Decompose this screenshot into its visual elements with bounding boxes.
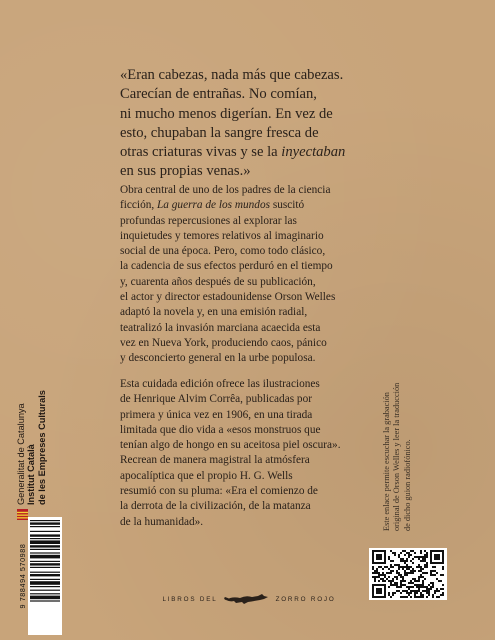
paragraph-line: y, cuarenta años después de su publicación, xyxy=(120,275,316,288)
paragraph-line: teatralizó la invasión marciana acaecida esta xyxy=(120,321,321,334)
paragraph-text: suscitó xyxy=(270,199,305,212)
paragraph-line: de la humanidad». xyxy=(120,515,204,528)
quote-line: en sus propias venas.» xyxy=(120,163,251,180)
qr-code[interactable] xyxy=(369,548,447,600)
caption-line: Este enlace permite escuchar la grabación xyxy=(382,392,391,531)
paragraph-line: resumió con su pluma: «Era el comienzo de xyxy=(120,485,318,498)
publisher-logo xyxy=(144,590,354,608)
paragraph-line: y desconcierto general en la urbe populosa. xyxy=(120,352,316,365)
quote-line: Carecían de entrañas. No comían, xyxy=(120,86,317,103)
quote-italic-word: inyectaban xyxy=(281,144,346,161)
paragraph-line: la derrota de la civilización, de la matanza xyxy=(120,500,311,513)
paragraph-line: profundas repercusiones al explorar las xyxy=(120,214,297,227)
quote-line: «Eran cabezas, nada más que cabezas. xyxy=(120,67,344,83)
synopsis-paragraph xyxy=(120,183,378,367)
barcode-bars xyxy=(30,520,60,632)
paragraph-text: ficción, xyxy=(120,199,158,212)
paragraph-line: apocalíptica que el propio H. G. Wells xyxy=(120,469,293,482)
paragraph-line: de Henrique Alvim Corrêa, publicadas por xyxy=(120,393,312,406)
isbn-number: 9 788494 570988 xyxy=(18,543,27,609)
paragraph-line: Obra central de uno de los padres de la ciencia xyxy=(120,184,331,196)
paragraph-line: tenían algo de hongo en su aceitosa piel oscura». xyxy=(120,439,341,452)
caption-line: de dicho guion radiofónico. xyxy=(402,439,412,531)
gencat-credit xyxy=(16,370,58,520)
isbn-barcode xyxy=(28,517,62,635)
fox-icon xyxy=(224,593,270,605)
publisher-name-left: LIBROS DEL xyxy=(162,595,218,603)
quote-text: otras criaturas vivas y se la xyxy=(120,144,282,161)
book-title: La guerra de los mundos xyxy=(157,199,270,212)
epigraph-quote xyxy=(120,66,380,182)
gencat-line: Institut Català xyxy=(26,444,37,505)
gencat-line: de les Empreses Culturals xyxy=(36,390,47,505)
paragraph-line: Recrean de manera magistral la atmósfera xyxy=(120,454,310,467)
paragraph-line xyxy=(120,198,378,213)
paragraph-line: el actor y director estadounidense Orson Welles xyxy=(120,291,336,304)
qr-caption xyxy=(382,371,452,531)
quote-line xyxy=(120,143,380,162)
quote-line: esto, chupaban la sangre fresca de xyxy=(120,124,319,141)
paragraph-line: social de una época. Pero, como todo clásico, xyxy=(120,245,326,258)
paragraph-line: adaptó la novela y, en una emisión radial, xyxy=(120,306,308,319)
publisher-name-right: ZORRO ROJO xyxy=(275,595,336,603)
paragraph-line: primera y única vez en 1906, en una tirada xyxy=(120,408,313,421)
paragraph-line: vez en Nueva York, produciendo caos, pánico xyxy=(120,336,327,349)
gencat-line: Generalitat de Catalunya xyxy=(16,403,26,505)
qr-code-icon xyxy=(369,548,447,600)
quote-line: ni mucho menos digerían. En vez de xyxy=(120,105,333,122)
edition-paragraph xyxy=(120,377,378,530)
paragraph-line: inquietudes y temores relativos al imaginario xyxy=(120,229,324,242)
paragraph-line: limitada que dio vida a «esos monstruos que xyxy=(120,423,321,436)
paragraph-line: la cadencia de sus efectos perduró en el tiempo xyxy=(120,260,333,273)
paragraph-line: Esta cuidada edición ofrece las ilustraciones xyxy=(120,378,320,390)
caption-line: original de Orson Welles y leer la traducción xyxy=(392,382,402,531)
